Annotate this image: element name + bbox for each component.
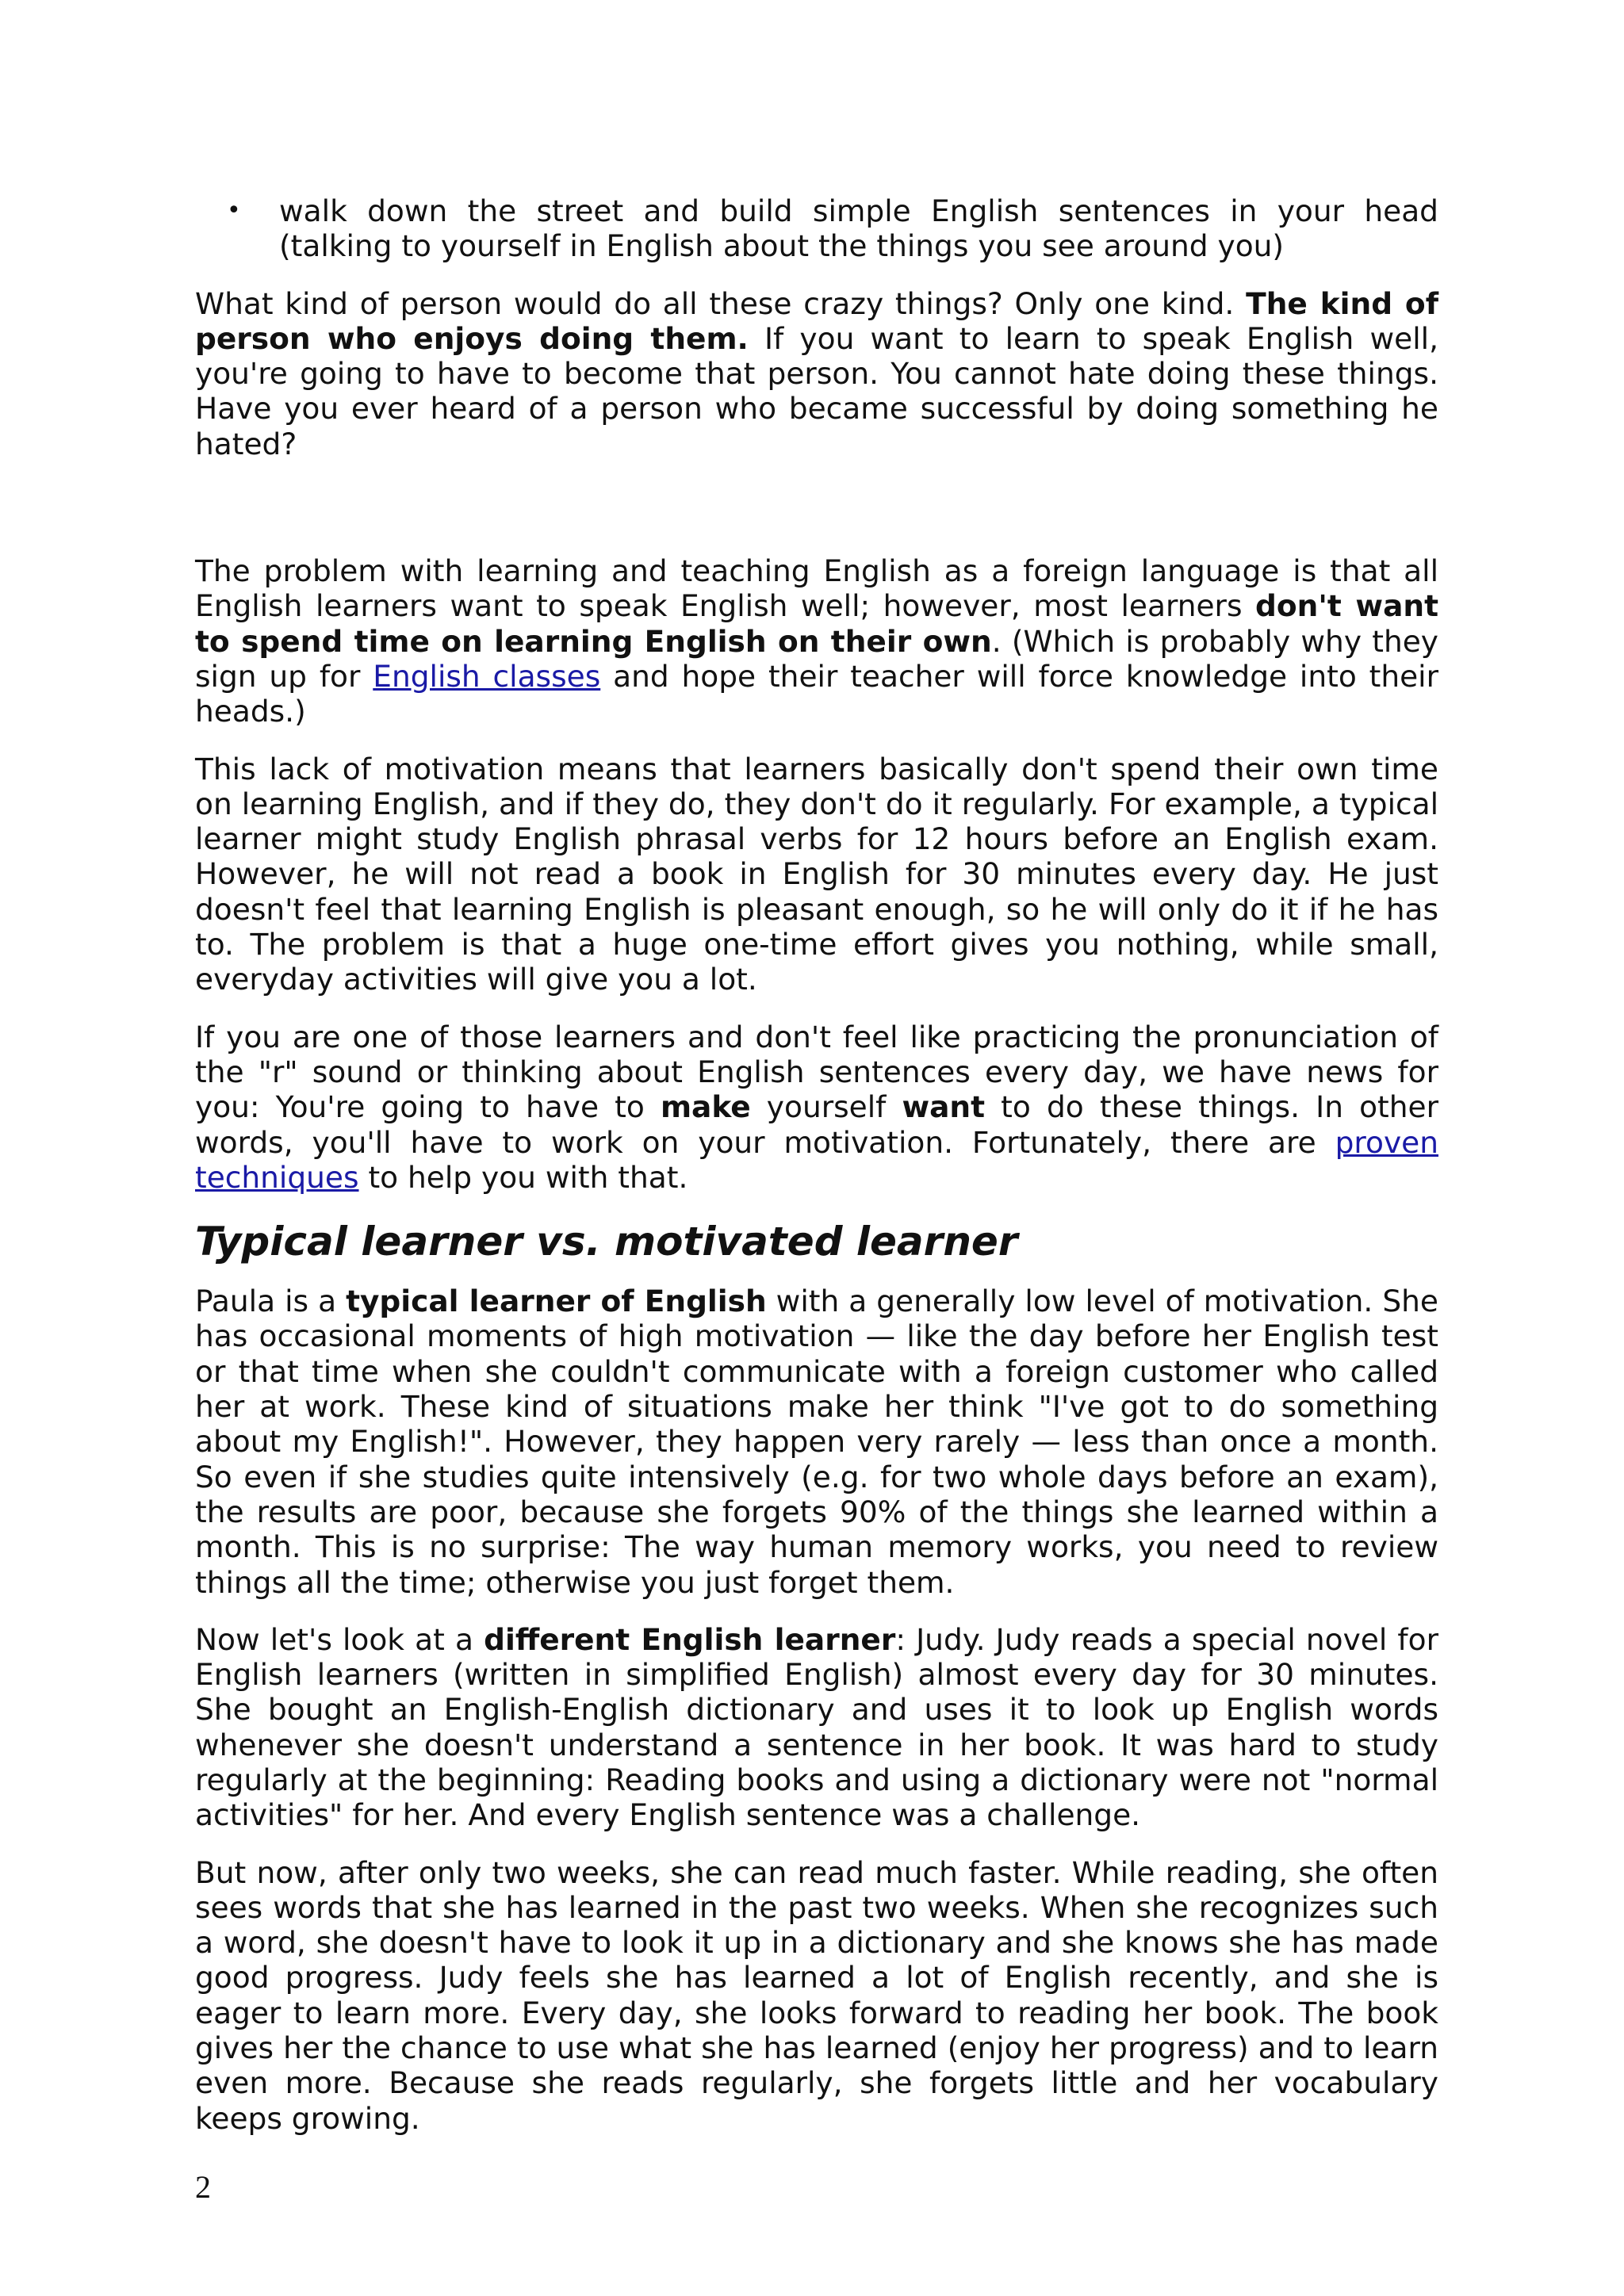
paragraph-text: yourself bbox=[750, 1089, 902, 1125]
paragraph-text: Paula is a bbox=[195, 1284, 347, 1319]
paragraph-judy-progress: But now, after only two weeks, she can read much faster. While reading, she often sees words that she has learned in the past two weeks. When she recognizes such a word, she doesn't have to look it up in a dictionary and she knows she has made good progress. Judy feels she has learned a lot of English recently, and she is eager to learn more. Every day, she looks forward to reading her book. The book gives her the chance to use what she has learned (enjoy her progress) and to learn even more. Because she reads regularly, she forgets little and her vocabulary keeps growing. bbox=[195, 1854, 1438, 2136]
paragraph-text: to help you with that. bbox=[358, 1159, 688, 1195]
bold-text: different English learner bbox=[484, 1621, 896, 1657]
paragraph-lack-of-motivation: This lack of motivation means that learners basically don't spend their own time on learning English, and if they do, they don't do it regularly. For example, a typical learner might study English phrasal verbs for 12 hours before an English exam. However, he will not read a book in English for 30 minutes every day. He just doesn't feel that learning English is pleasant enough, so he will only do it if he has to. The problem is that a huge one-time effort gives you nothing, while small, everyday activities will give you a lot. bbox=[195, 751, 1438, 997]
bullet-list-item bbox=[195, 193, 1438, 264]
paragraph-text: and hope their teacher will force knowledge into their heads.) bbox=[195, 658, 1439, 729]
bold-text: want bbox=[902, 1089, 986, 1125]
paragraph-text: . (Which is probably why they sign up for bbox=[195, 623, 1438, 694]
bullet-text: walk down the street and build simple English sentences in your head (talking to yourself in English about the things you see around you) bbox=[279, 193, 1438, 264]
paragraph-text: Now let's look at a bbox=[195, 1621, 485, 1657]
paragraph-text: If you want to learn to speak English well, you're going to have to become that person. You cannot hate doing these things. Have you ever heard of a person who became successful by doing something he hated? bbox=[195, 320, 1439, 461]
paragraph-paula bbox=[195, 1284, 1438, 1600]
bold-text: The kind of person who enjoys doing them. bbox=[195, 285, 1439, 356]
paragraph-text: What kind of person would do all these crazy things? Only one kind. bbox=[195, 285, 1247, 321]
proven-techniques-link[interactable]: proven techniques bbox=[195, 1124, 1438, 1195]
section-heading: Typical learner vs. motivated learner bbox=[195, 1219, 1018, 1265]
paragraph-problem bbox=[195, 553, 1438, 729]
bullet-icon: • bbox=[227, 197, 241, 224]
page-number: 2 bbox=[195, 2169, 211, 2205]
bold-text: make bbox=[660, 1089, 751, 1125]
bold-text: typical learner of English bbox=[346, 1284, 767, 1319]
english-classes-link[interactable]: English classes bbox=[373, 658, 601, 694]
document-page bbox=[195, 193, 1438, 2158]
paragraph-text: : Judy. Judy reads a special novel for English learners (written in simplified English) almost every day for 30 minutes. She bought an English-English dictionary and uses it to look up English words whenever she doesn't understand a sentence in her book. It was hard to study regularly at the beginning: Reading books and using a dictionary were not "normal activities" for her. And every English sentence was a challenge. bbox=[195, 1621, 1438, 1833]
bold-text: don't want to spend time on learning English on their own bbox=[195, 588, 1438, 659]
paragraph-text: The problem with learning and teaching English as a foreign language is that all English learners want to speak English well; however, most learners bbox=[195, 553, 1438, 624]
paragraph-make-yourself-want bbox=[195, 1020, 1438, 1195]
spacer bbox=[195, 484, 1438, 553]
paragraph-judy bbox=[195, 1622, 1438, 1833]
paragraph-text: with a generally low level of motivation. She has occasional moments of high motivation — like the day before her English test or that time when she couldn't communicate with a foreign customer who called her at work. These kind of situations make her think "I've got to do something about my English!". However, they happen very rarely — less than once a month. So even if she studies quite intensively (e.g. for two whole days before an exam), the results are poor, because she forgets 90% of the things she learned within a month. This is no surprise: The way human memory works, you need to review things all the time; otherwise you just forget them. bbox=[195, 1284, 1438, 1600]
paragraph-text: If you are one of those learners and don't feel like practicing the pronunciation of the "r" sound or thinking about English sentences every day, we have news for you: You're going to have to bbox=[195, 1019, 1438, 1125]
paragraph-crazy-things bbox=[195, 286, 1438, 461]
paragraph-text: to do these things. In other words, you'll have to work on your motivation. Fortunately, there are bbox=[195, 1089, 1438, 1160]
